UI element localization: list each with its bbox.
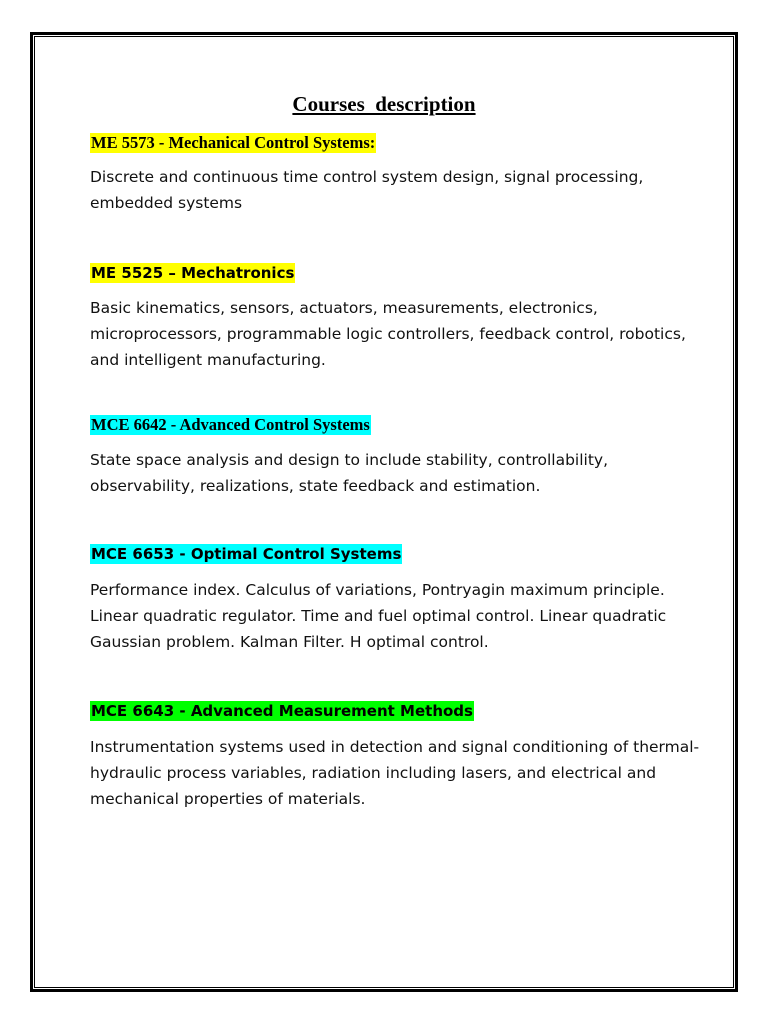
description-line: embedded systems (90, 194, 243, 212)
description-line: and intelligent manufacturing. (90, 351, 326, 369)
description-line: Instrumentation systems used in detection and signal conditioning of thermal- (90, 738, 700, 756)
course-heading-me5573: ME 5573 - Mechanical Control Systems: (91, 133, 376, 152)
course-heading-mce6642: MCE 6642 - Advanced Control Systems (91, 415, 370, 434)
course-description-me5525 (90, 295, 690, 373)
description-line: observability, realizations, state feedback and estimation. (90, 477, 541, 495)
description-line: Performance index. Calculus of variations, Pontryagin maximum principle. (90, 581, 665, 599)
course-heading-mce6653: MCE 6653 - Optimal Control Systems (91, 545, 402, 563)
course-heading-me5525: ME 5525 – Mechatronics (91, 264, 295, 282)
description-line: microprocessors, programmable logic controllers, feedback control, robotics, (90, 325, 686, 343)
course-description-mce6643 (90, 734, 700, 812)
description-line: State space analysis and design to include stability, controllability, (90, 451, 609, 469)
description-line: mechanical properties of materials. (90, 790, 366, 808)
document-title: Courses description (292, 92, 476, 116)
description-line: Basic kinematics, sensors, actuators, measurements, electronics, (90, 299, 598, 317)
description-line: Gaussian problem. Kalman Filter. H optimal control. (90, 633, 489, 651)
description-line: Discrete and continuous time control system design, signal processing, (90, 168, 644, 186)
course-description-me5573 (90, 164, 690, 216)
description-line: hydraulic process variables, radiation including lasers, and electrical and (90, 764, 657, 782)
course-description-mce6642 (90, 447, 690, 499)
description-line: Linear quadratic regulator. Time and fuel optimal control. Linear quadratic (90, 607, 667, 625)
course-description-mce6653 (90, 577, 690, 655)
course-heading-mce6643: MCE 6643 - Advanced Measurement Methods (91, 702, 473, 720)
